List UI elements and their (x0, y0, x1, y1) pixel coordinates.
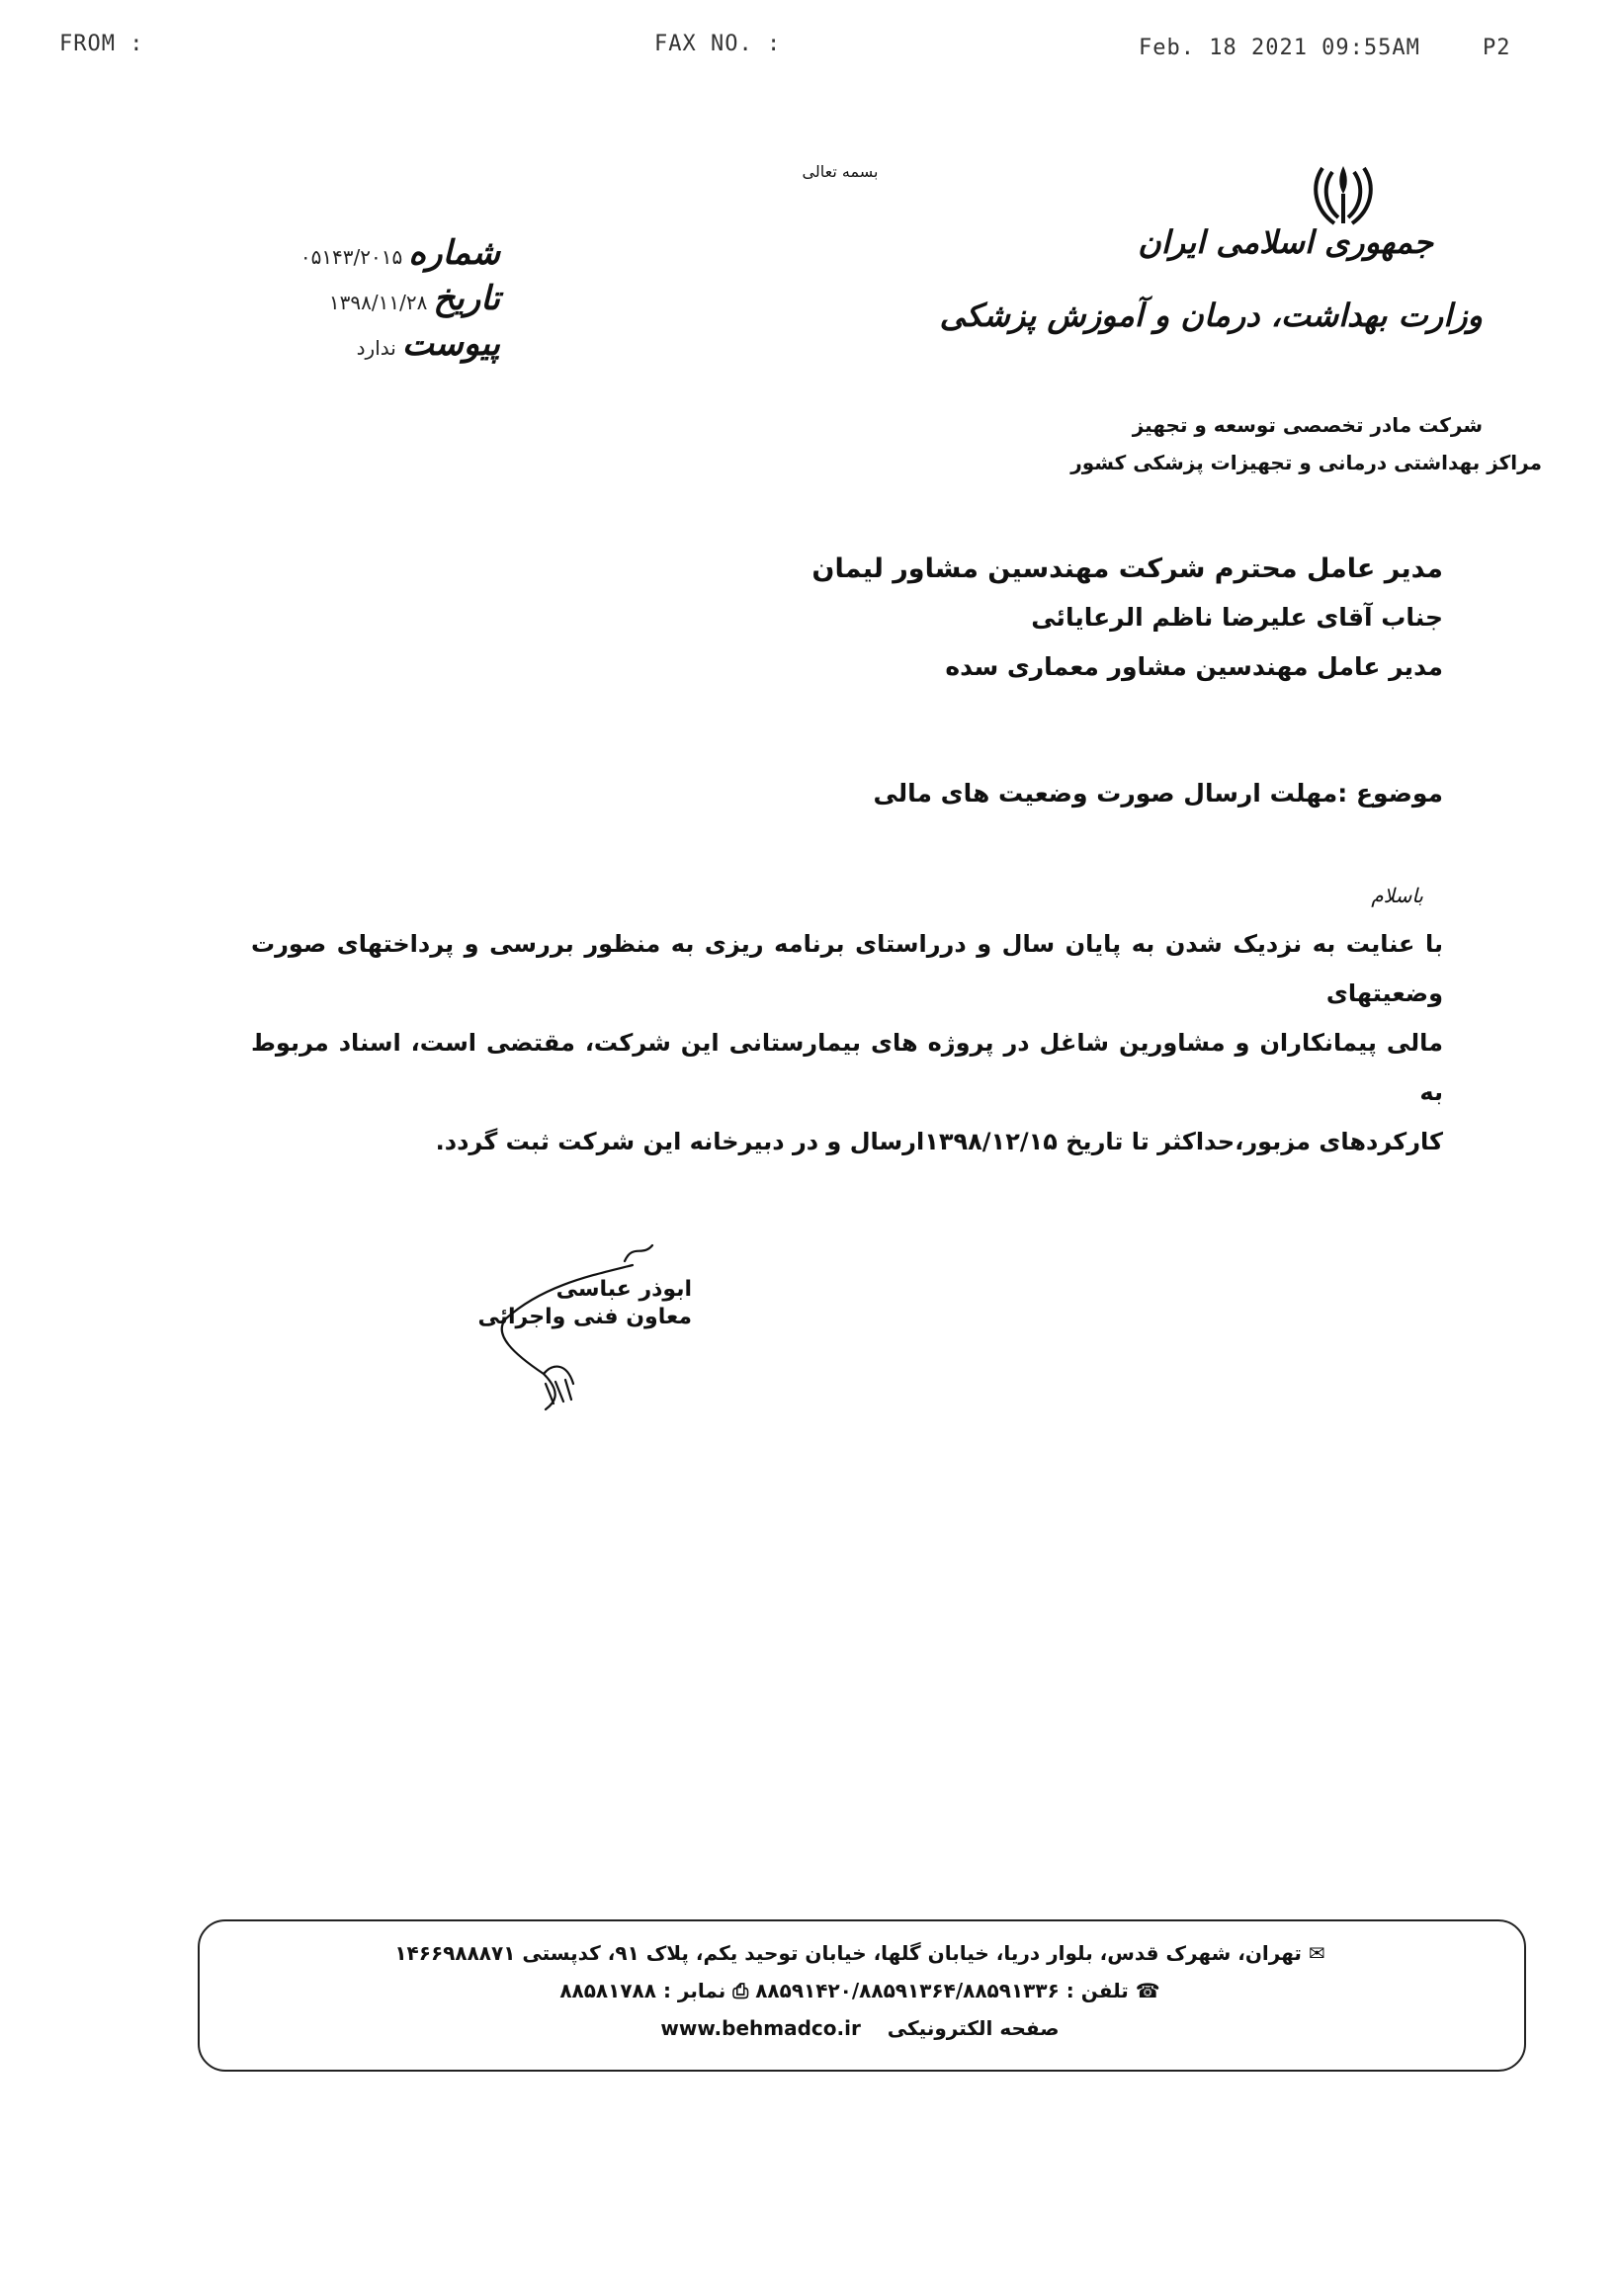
letter-body (251, 919, 1443, 1166)
date-value: ۱۳۹۸/۱۱/۲۸ (328, 291, 428, 314)
fax-datetime: Feb. 18 2021 09:55AM (1139, 36, 1420, 60)
phone-numbers: ۸۸۵۹۱۴۲۰/۸۸۵۹۱۳۶۴/۸۸۵۹۱۳۳۶ (755, 1979, 1060, 2002)
org-line-2: مراکز بهداشتی درمانی و تجهیزات پزشکی کشور (1070, 451, 1542, 474)
fax-value: ۸۸۵۸۱۷۸۸ (559, 1979, 656, 2002)
footer-address (198, 1941, 1522, 1965)
fax-machine-icon: ⎙ (732, 1979, 749, 2002)
fax-from: FROM : (59, 32, 144, 56)
republic-line: جمهوری اسلامی ایران (1138, 223, 1433, 261)
fax-page: P2 (1483, 36, 1511, 60)
attachment-row (223, 324, 500, 364)
date-row (223, 279, 500, 318)
attachment-value: ندارد (356, 336, 396, 360)
recipient-line-3: مدیر عامل مهندسین مشاور معماری سده (945, 652, 1443, 681)
attachment-label: پیوست (401, 324, 500, 364)
ministry-line: وزارت بهداشت، درمان و آموزش پزشکی (939, 297, 1483, 334)
signatory-title: معاون فنی واجرائی (477, 1305, 692, 1329)
date-label: تاریخ (433, 279, 500, 318)
phone-icon: ☎ (1135, 1979, 1160, 2002)
footer-address-text: تهران، شهرک قدس، بلوار دریا، خیابان گلها، خیابان توحید یکم، پلاک ۹۱، کدپستی ۱۴۶۶۹۸۸۸۷۱ (394, 1941, 1302, 1965)
address-icon: ✉ (1308, 1941, 1325, 1965)
recipient-line-1: مدیر عامل محترم شرکت مهندسین مشاور لیمان (811, 553, 1443, 584)
fax-label: نمابر : (662, 1979, 726, 2002)
fax-number: FAX NO. : (654, 32, 782, 56)
body-line-2: مالی پیمانکاران و مشاورین شاغل در پروژه های بیمارستانی این شرکت، مقتضی است، اسناد مربوط به (251, 1029, 1443, 1106)
org-line-1: شرکت مادر تخصصی توسعه و تجهیز (1132, 413, 1483, 437)
invocation: بسمه تعالی (802, 162, 879, 181)
phone-label: تلفن : (1065, 1979, 1129, 2002)
body-line-3: کارکردهای مزبور،حداکثر تا تاریخ ۱۳۹۸/۱۲/۱۵ارسال و در دبیرخانه این شرکت ثبت گردد. (435, 1128, 1443, 1155)
greeting: باسلام (1371, 884, 1423, 907)
footer-phones (198, 1979, 1522, 2002)
website-label: صفحه الکترونیکی (887, 2016, 1060, 2040)
number-label: شماره (408, 233, 500, 273)
letter-subject: موضوع :مهلت ارسال صورت وضعیت های مالی (873, 779, 1443, 808)
body-line-1: با عنایت به نزدیک شدن به پایان سال و درراستای برنامه ریزی به منظور بررسی و پرداختهای صورت وضعیتهای (251, 930, 1443, 1007)
letter-meta (223, 233, 500, 364)
number-value: ۰۵۱۴۳/۲۰۱۵ (299, 245, 403, 269)
iran-emblem-icon (1309, 160, 1378, 229)
number-row (223, 233, 500, 273)
handwritten-signature-icon (477, 1235, 722, 1413)
recipient-line-2: جناب آقای علیرضا ناظم الرعایائی (1031, 603, 1443, 632)
signatory-name: ابوذر عباسی (555, 1277, 692, 1302)
website-url: www.behmadco.ir (660, 2016, 861, 2040)
footer-website (198, 2016, 1522, 2040)
